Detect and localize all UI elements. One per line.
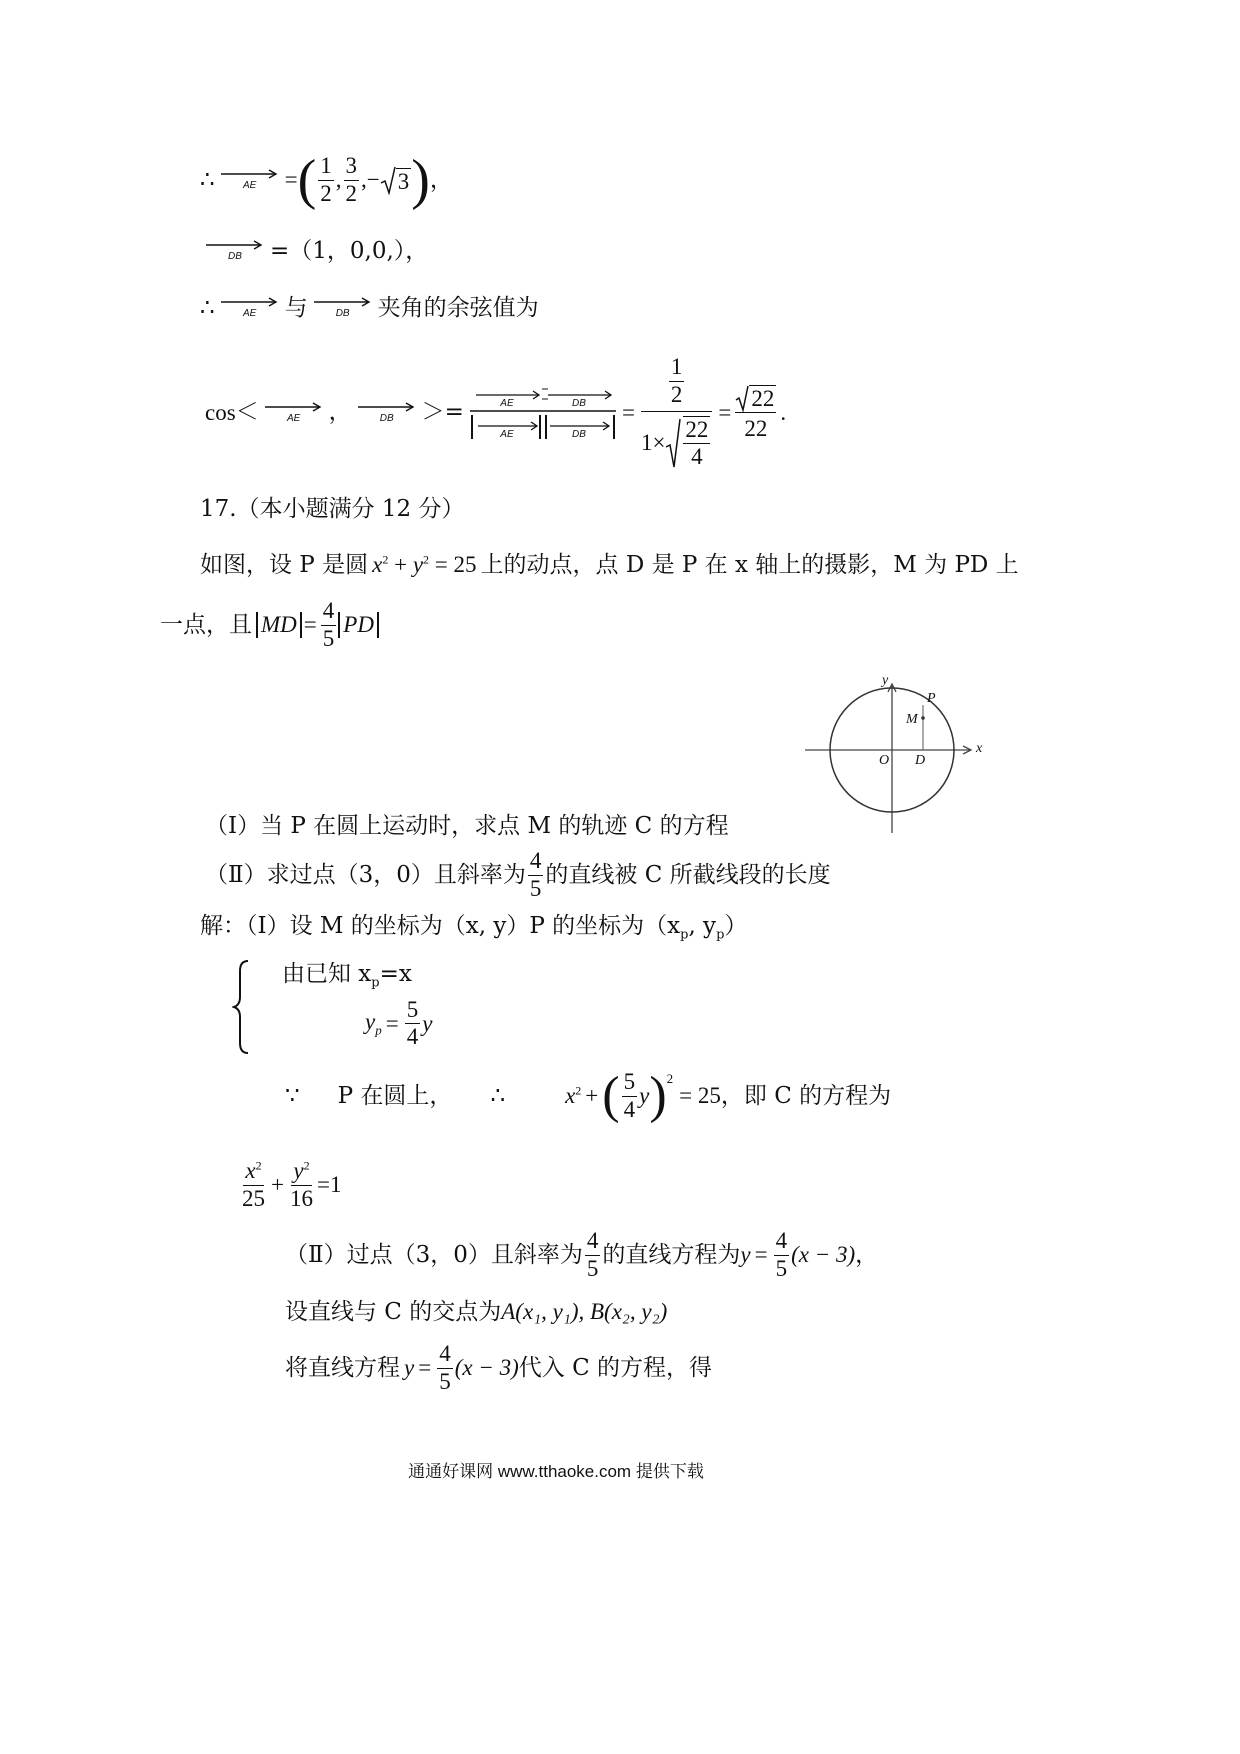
vector-label: AE	[287, 412, 301, 424]
vector-db	[312, 295, 374, 321]
point-m	[921, 716, 925, 720]
fraction-4-5: $\frac{4}{5}$	[322, 598, 335, 651]
part2-line: （Ⅱ）过点（3，0）且斜率为 $\frac{4}{5}$ 的直线方程为 y = $\frac{4}{5}$ (x − 3) ，	[285, 1228, 879, 1281]
vector-label: DB	[379, 412, 394, 424]
q2-text-b: 的直线被 C 所截线段的长度	[545, 861, 831, 888]
label-x: x	[976, 741, 983, 756]
vector-db	[204, 238, 266, 264]
label-o: O	[879, 753, 890, 768]
abs-md: MD	[256, 612, 302, 638]
x-squared: $x^2$	[565, 1083, 582, 1108]
stem-text-a: 如图，设 P 是圆	[200, 551, 369, 578]
vector-label: DB	[228, 251, 242, 262]
db-value: =（1，0,0,），	[270, 237, 429, 264]
period: .	[780, 399, 787, 425]
line-ae-vector: ∴ AE = ( $\frac{1}{2}$ , $\frac{3}{2}$ ,− 3 ) ，	[200, 149, 453, 211]
solution-intro: 解：（Ⅰ）设 M 的坐标为（x, y）P 的坐标为（$x_p$, $y_p$）	[200, 913, 748, 943]
one-times: 1×	[640, 430, 666, 456]
part2-text-b: 的直线方程为	[602, 1241, 741, 1268]
c-is-text: ，即 C 的方程为	[720, 1082, 892, 1109]
circle-figure	[800, 665, 1000, 845]
therefore-symbol: ∴	[200, 294, 215, 321]
equals: =	[621, 399, 635, 425]
fraction-22-4: $\frac{22}{4}$	[685, 417, 709, 470]
vector-label: AE	[500, 397, 514, 409]
substitute-text-a: 将直线方程	[285, 1354, 400, 1381]
angle-bracket-right: ＞=	[421, 399, 464, 425]
equals: =	[284, 167, 298, 192]
known-line: 由已知 $x_p=x$	[282, 961, 412, 991]
fraction-half: $\frac{1}{2}$	[320, 153, 332, 206]
label-m: M	[906, 712, 918, 727]
label-d: D	[915, 753, 926, 768]
yp-line: $y_p$ = $\frac{5}{4}$ y	[365, 997, 433, 1050]
circle-equation: $x^2 + y^2 = 25$	[372, 552, 477, 577]
with-word: 与	[284, 294, 308, 321]
stem-text-b: 上的动点，点 D 是 P 在 x 轴上的摄影，M 为 PD 上	[480, 551, 1019, 578]
intersection-line	[285, 1297, 667, 1327]
page-footer: 通通好课网 www.tthaoke.com 提供下载	[408, 1462, 704, 1481]
question-2	[205, 845, 831, 905]
left-brace	[232, 959, 252, 1055]
label-y: y	[882, 673, 889, 688]
vector-label: AE	[242, 180, 257, 191]
cos-formula	[205, 355, 786, 470]
comma: ，	[429, 166, 453, 193]
vector-ae	[219, 295, 281, 321]
problem-17-stem	[200, 550, 1019, 580]
substitute-text-b: 代入 C 的方程，得	[518, 1354, 712, 1381]
intersection-text: 设直线与 C 的交点为	[285, 1298, 502, 1325]
vector-db	[356, 400, 418, 426]
vector-label: AE	[500, 428, 514, 440]
cos-text: 夹角的余弦值为	[377, 294, 539, 321]
therefore-symbol: ∴	[200, 166, 215, 193]
part2-text-a: （Ⅱ）过点（3，0）且斜率为	[285, 1241, 583, 1268]
big-fraction	[641, 354, 712, 471]
substitute-line: 将直线方程 y = $\frac{4}{5}$ (x − 3) 代入 C 的方程，得	[285, 1341, 712, 1394]
line-db-vector	[200, 236, 428, 266]
equals: =	[718, 399, 732, 425]
vector-ae	[263, 400, 325, 426]
left-paren: (	[297, 149, 317, 211]
intersection-points: A(x₁, y₁), B(x₂, y₂)	[501, 1299, 668, 1324]
vector-label: DB	[572, 397, 586, 409]
fraction-three-halves: $\frac{3}{2}$	[345, 153, 358, 206]
comma: ，	[328, 399, 352, 425]
stem-text-c: 一点，且	[160, 611, 252, 638]
fraction-half: $\frac{1}{2}$	[670, 354, 683, 407]
sqrt-3: 3	[380, 165, 412, 195]
vector-label: DB	[572, 428, 586, 440]
q2-text-a: （Ⅱ）求过点（3，0）且斜率为	[205, 861, 526, 888]
abs-pd: PD	[338, 612, 379, 638]
vector-ae	[219, 167, 281, 193]
ellipse-equation: $\frac{x^2}{25}$ + $\frac{y^2}{16}$ =1	[242, 1158, 342, 1211]
line-angle-cos	[200, 293, 539, 323]
problem-17-stem-line2: 一点，且 MD = $\frac{4}{5}$ PD	[160, 595, 379, 655]
cos-label: cos	[205, 399, 236, 425]
circle-diagram	[800, 665, 1000, 845]
eq-25: = 25	[679, 1083, 721, 1108]
right-paren: )	[411, 149, 430, 211]
vector-label: AE	[242, 308, 257, 319]
fraction-4-5: $\frac{4}{5}$	[529, 848, 542, 901]
therefore-symbol: ∴	[490, 1082, 506, 1109]
problem-17-header: 17.（本小题满分 12 分）	[200, 496, 465, 522]
because-line: ∵ P 在圆上， ∴ $x^2$ + ( $\frac{5}{4}$ y ) $^2$ = 25 ，即 C 的方程为	[285, 1067, 892, 1124]
brace-system	[230, 957, 530, 1057]
label-p: P	[927, 691, 936, 706]
result-fraction: 22 22	[735, 384, 776, 442]
vector-label: DB	[335, 308, 350, 319]
line-expression: (x − 3)	[791, 1242, 856, 1267]
angle-bracket-left: ＜	[235, 399, 259, 425]
question-1: （Ⅰ）当 P 在圆上运动时，求点 M 的轨迹 C 的方程	[205, 813, 729, 839]
because-symbol: ∵	[285, 1082, 300, 1109]
on-circle-text: P 在圆上，	[337, 1082, 453, 1109]
dot-over-norms	[468, 383, 618, 443]
